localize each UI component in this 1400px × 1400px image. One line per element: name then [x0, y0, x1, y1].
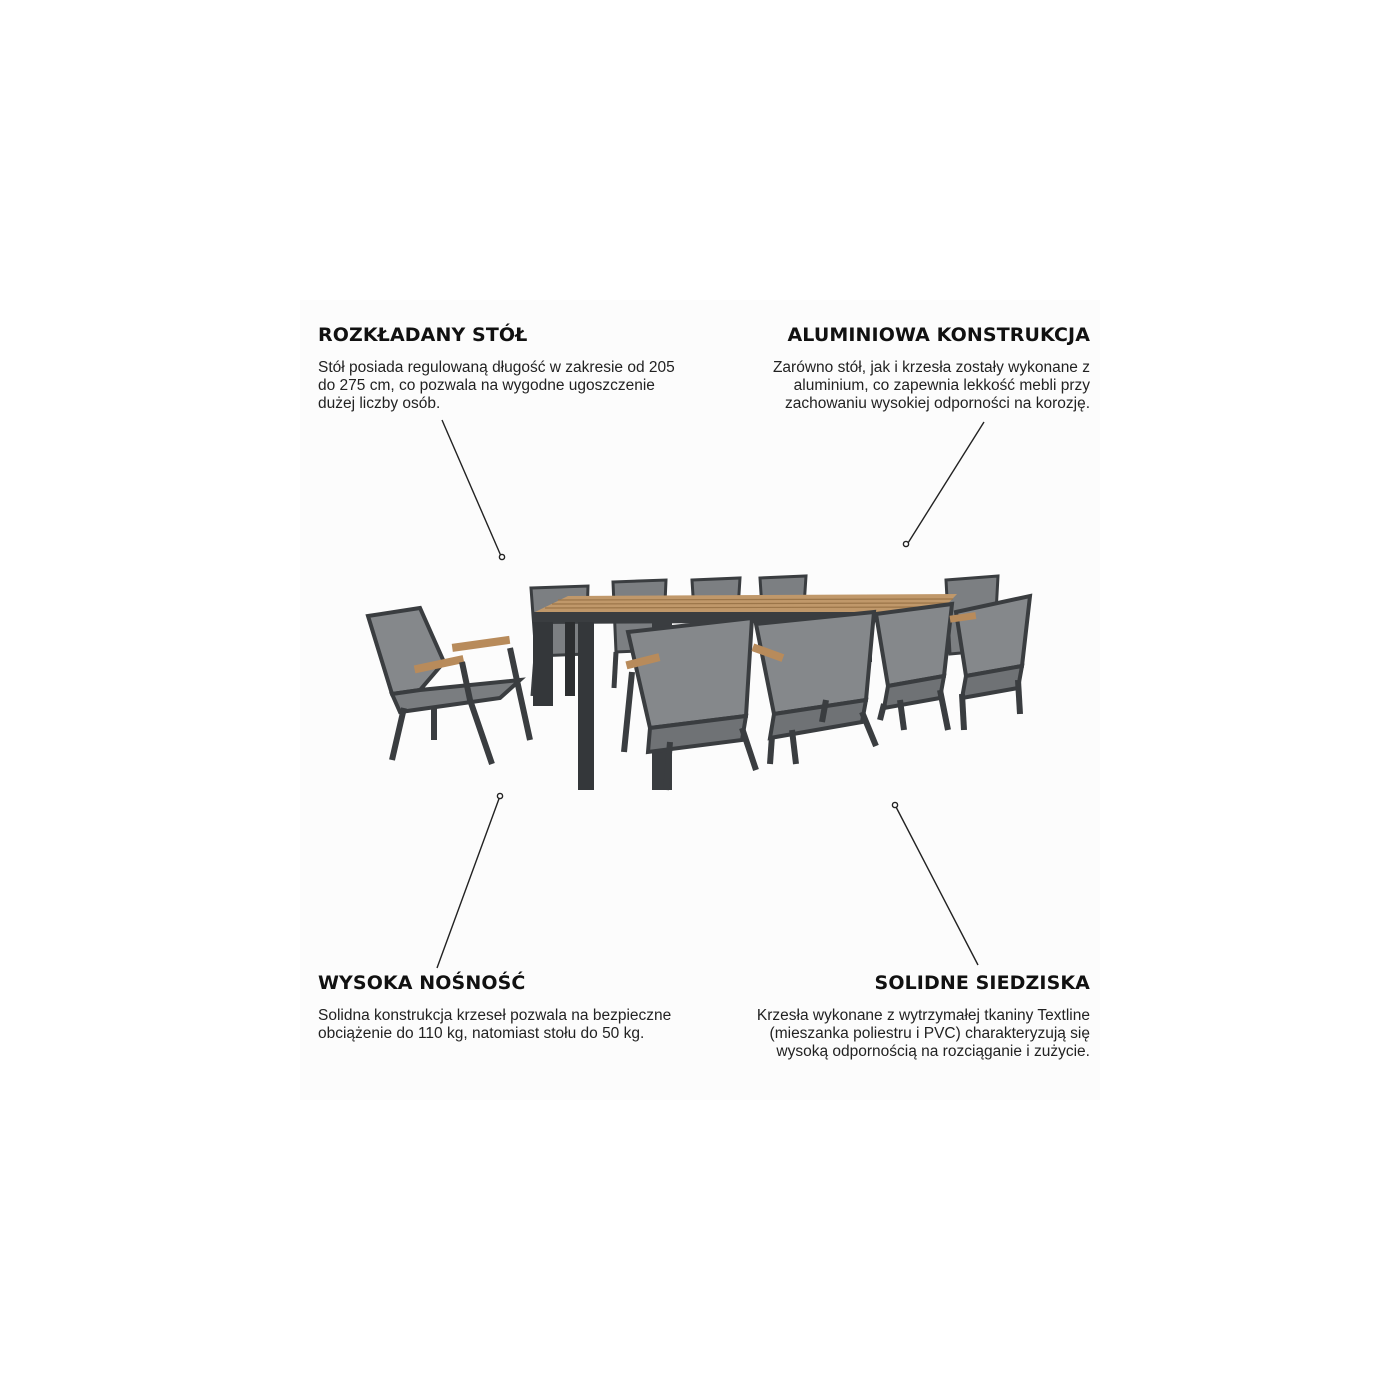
feature-description: Stół posiada regulowaną długość w zakresie od 205 do 275 cm, co pozwala na wygodne ugoszczenie dużej liczby osób.: [318, 359, 675, 412]
callout-dot-table: [499, 554, 504, 559]
callout-line-table: [442, 420, 501, 556]
callout-dot-aluminium: [903, 541, 908, 546]
feature-description: Zarówno stół, jak i krzesła zostały wykonane z aluminium, co zapewnia lekkość mebli przy zachowaniu wysokiej odporności na korozję.: [772, 359, 1090, 412]
chair-front-3: [876, 604, 952, 730]
callout-line-load: [437, 796, 500, 968]
front-chairs: [624, 596, 1030, 790]
feature-title: WYSOKA NOŚNOŚĆ: [318, 972, 526, 994]
feature-description: Krzesła wykonane z wytrzymałej tkaniny Textline (mieszanka poliestru i PVC) charakteryzują się wysoką odpornością na rozciąganie i zużycie.: [756, 1007, 1090, 1060]
chair-front-1: [624, 618, 756, 790]
chair-front-2: [751, 612, 876, 764]
callout-line-seats: [895, 805, 978, 965]
feature-description: Solidna konstrukcja krzeseł pozwala na bezpieczne obciążenie do 110 kg, natomiast stołu do 50 kg.: [318, 1007, 672, 1042]
callout-line-aluminium: [908, 422, 984, 543]
callout-dot-load: [497, 793, 502, 798]
standalone-armchair: [368, 608, 530, 764]
chair-front-4: [950, 596, 1030, 730]
feature-title: ROZKŁADANY STÓŁ: [318, 324, 528, 346]
feature-title: ALUMINIOWA KONSTRUKCJA: [787, 324, 1090, 346]
callout-dot-seats: [892, 802, 897, 807]
feature-title: SOLIDNE SIEDZISKA: [874, 972, 1090, 994]
